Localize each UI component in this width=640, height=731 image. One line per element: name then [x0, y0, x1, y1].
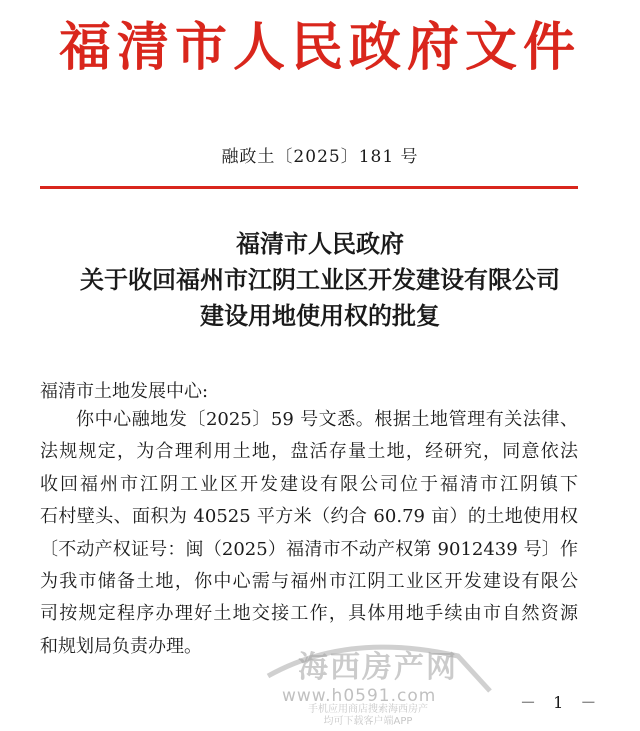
- watermark-logo-text: 海西房产网: [298, 650, 458, 685]
- red-divider-line: [40, 186, 578, 189]
- page-number: － 1 －: [520, 693, 603, 712]
- document-masthead: 福清市人民政府文件: [58, 17, 581, 78]
- addressee: 福清市土地发展中心:: [40, 381, 209, 402]
- body-line: 收回福州市江阴工业区开发建设有限公司位于福清市江阴镇下: [40, 473, 578, 495]
- document-number: 融政土〔2025〕181 号: [221, 147, 419, 167]
- watermark-url: www.h0591.com: [282, 686, 437, 706]
- watermark-note: [258, 704, 478, 728]
- title-line-3: 建设用地使用权的批复: [200, 301, 440, 330]
- body-line: 和规划局负责办理。: [40, 635, 202, 657]
- body-line: 司按规定程序办理好土地交接工作，具体用地手续由市自然资源: [40, 603, 578, 625]
- title-line-2: 关于收回福州市江阴工业区开发建设有限公司: [80, 265, 560, 294]
- watermark-note-line-2: 均可下载客户端APP: [323, 716, 413, 727]
- document-title: [0, 226, 640, 334]
- body-line: 〔不动产权证号：闽（2025）福清市不动产权第 9012439 号〕作: [40, 538, 578, 560]
- body-line: 法规规定，为合理利用土地，盘活存量土地，经研究，同意依法: [40, 441, 578, 463]
- body-line: 为我市储备土地，你中心需与福州市江阴工业区开发建设有限公: [40, 571, 578, 593]
- body-paragraph: [40, 404, 578, 663]
- body-line: 你中心融地发〔2025〕59 号文悉。根据土地管理有关法律、: [76, 409, 578, 430]
- body-line: 石村壁头、面积为 40525 平方米（约合 60.79 亩）的土地使用权: [40, 506, 578, 528]
- title-line-1: 福清市人民政府: [236, 229, 404, 258]
- watermark-note-line-1: 手机应用商店搜索海西房产: [308, 704, 428, 715]
